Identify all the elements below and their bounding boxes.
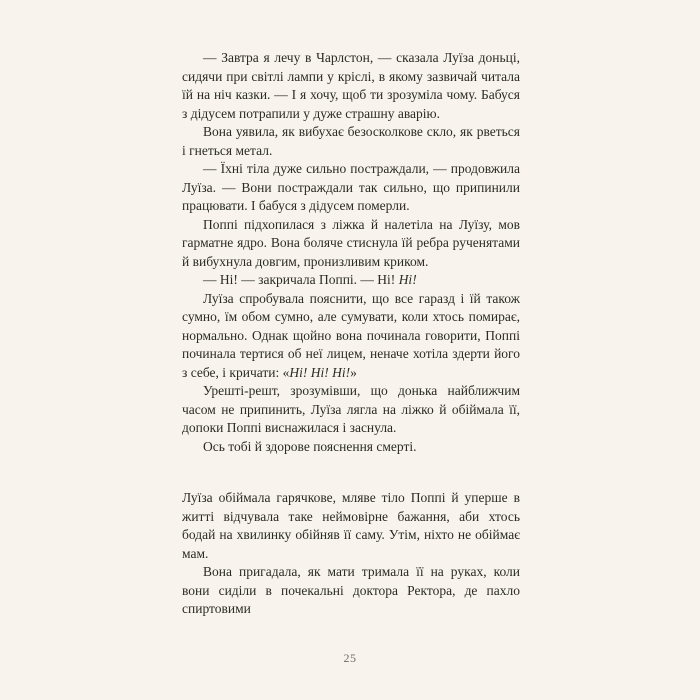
text-run: Луїза обіймала гарячкове, мляве тіло Поппі й уперше в житті відчувала таке неймовірне бажання, аби хтось бодай на хвилинку обійняв її саму. Утім, ніхто не обіймає мам. (182, 490, 520, 561)
text-run: Урешті-решт, зрозумівши, що донька найближчим часом не припинить, Луїза лягла на ліжко й обіймала її, допоки Поппі виснажилася і заснула. (182, 383, 520, 435)
page-text-block (182, 49, 520, 619)
paragraph (182, 489, 520, 563)
text-run: — Ні! — закричала Поппі. — Ні! (203, 272, 399, 287)
text-run: Вона пригадала, як мати тримала її на руках, коли вони сиділи в почекальні доктора Ректора, де пахло спиртовими (182, 564, 520, 616)
paragraph (182, 49, 520, 123)
text-run: Луїза спробувала пояснити, що все гаразд і їй також сумно, їм обом сумно, але сумувати, коли хтось помирає, нормально. Однак щойно вона починала говорити, Поппі починала тертися об неї лицем, неначе хотіла здерти його з себе, і кричати: « (182, 290, 520, 380)
page-number: 25 (343, 651, 357, 665)
paragraph (182, 290, 520, 383)
text-run: Вона уявила, як вибухає безосколкове скло, як рветься і гнеться метал. (182, 124, 520, 158)
text-section (182, 49, 520, 456)
paragraph (182, 382, 520, 438)
text-section (182, 489, 520, 619)
italic-text-run: Ні! Ні! Ні! (289, 364, 351, 380)
text-run: » (350, 364, 357, 380)
paragraph (182, 271, 520, 290)
paragraph (182, 438, 520, 457)
paragraph (182, 563, 520, 619)
text-run: Поппі підхопилася з ліжка й налетіла на Луїзу, мов гарматне ядро. Вона боляче стиснула їй ребра рученятами й вибухнула довгим, пронизливим криком. (182, 216, 520, 269)
paragraph (182, 123, 520, 160)
text-run: — Їхні тіла дуже сильно постраждали, — продовжила Луїза. — Вони постраждали так сильно, що припинили працювати. І бабуся з дідусем померли. (182, 161, 520, 213)
italic-text-run: Ні! (398, 272, 417, 287)
text-run: Ось тобі й здорове пояснення смерті. (203, 438, 417, 454)
paragraph (182, 160, 520, 216)
text-run: — Завтра я лечу в Чарлстон, — сказала Луїза доньці, сидячи при світлі лампи у кріслі, в якому зазвичай читала їй на ніч казки. — І я хочу, щоб ти зрозуміла чому. Бабуся з дідусем потрапили у дуже страшну аварію. (182, 50, 520, 121)
paragraph (182, 216, 520, 272)
